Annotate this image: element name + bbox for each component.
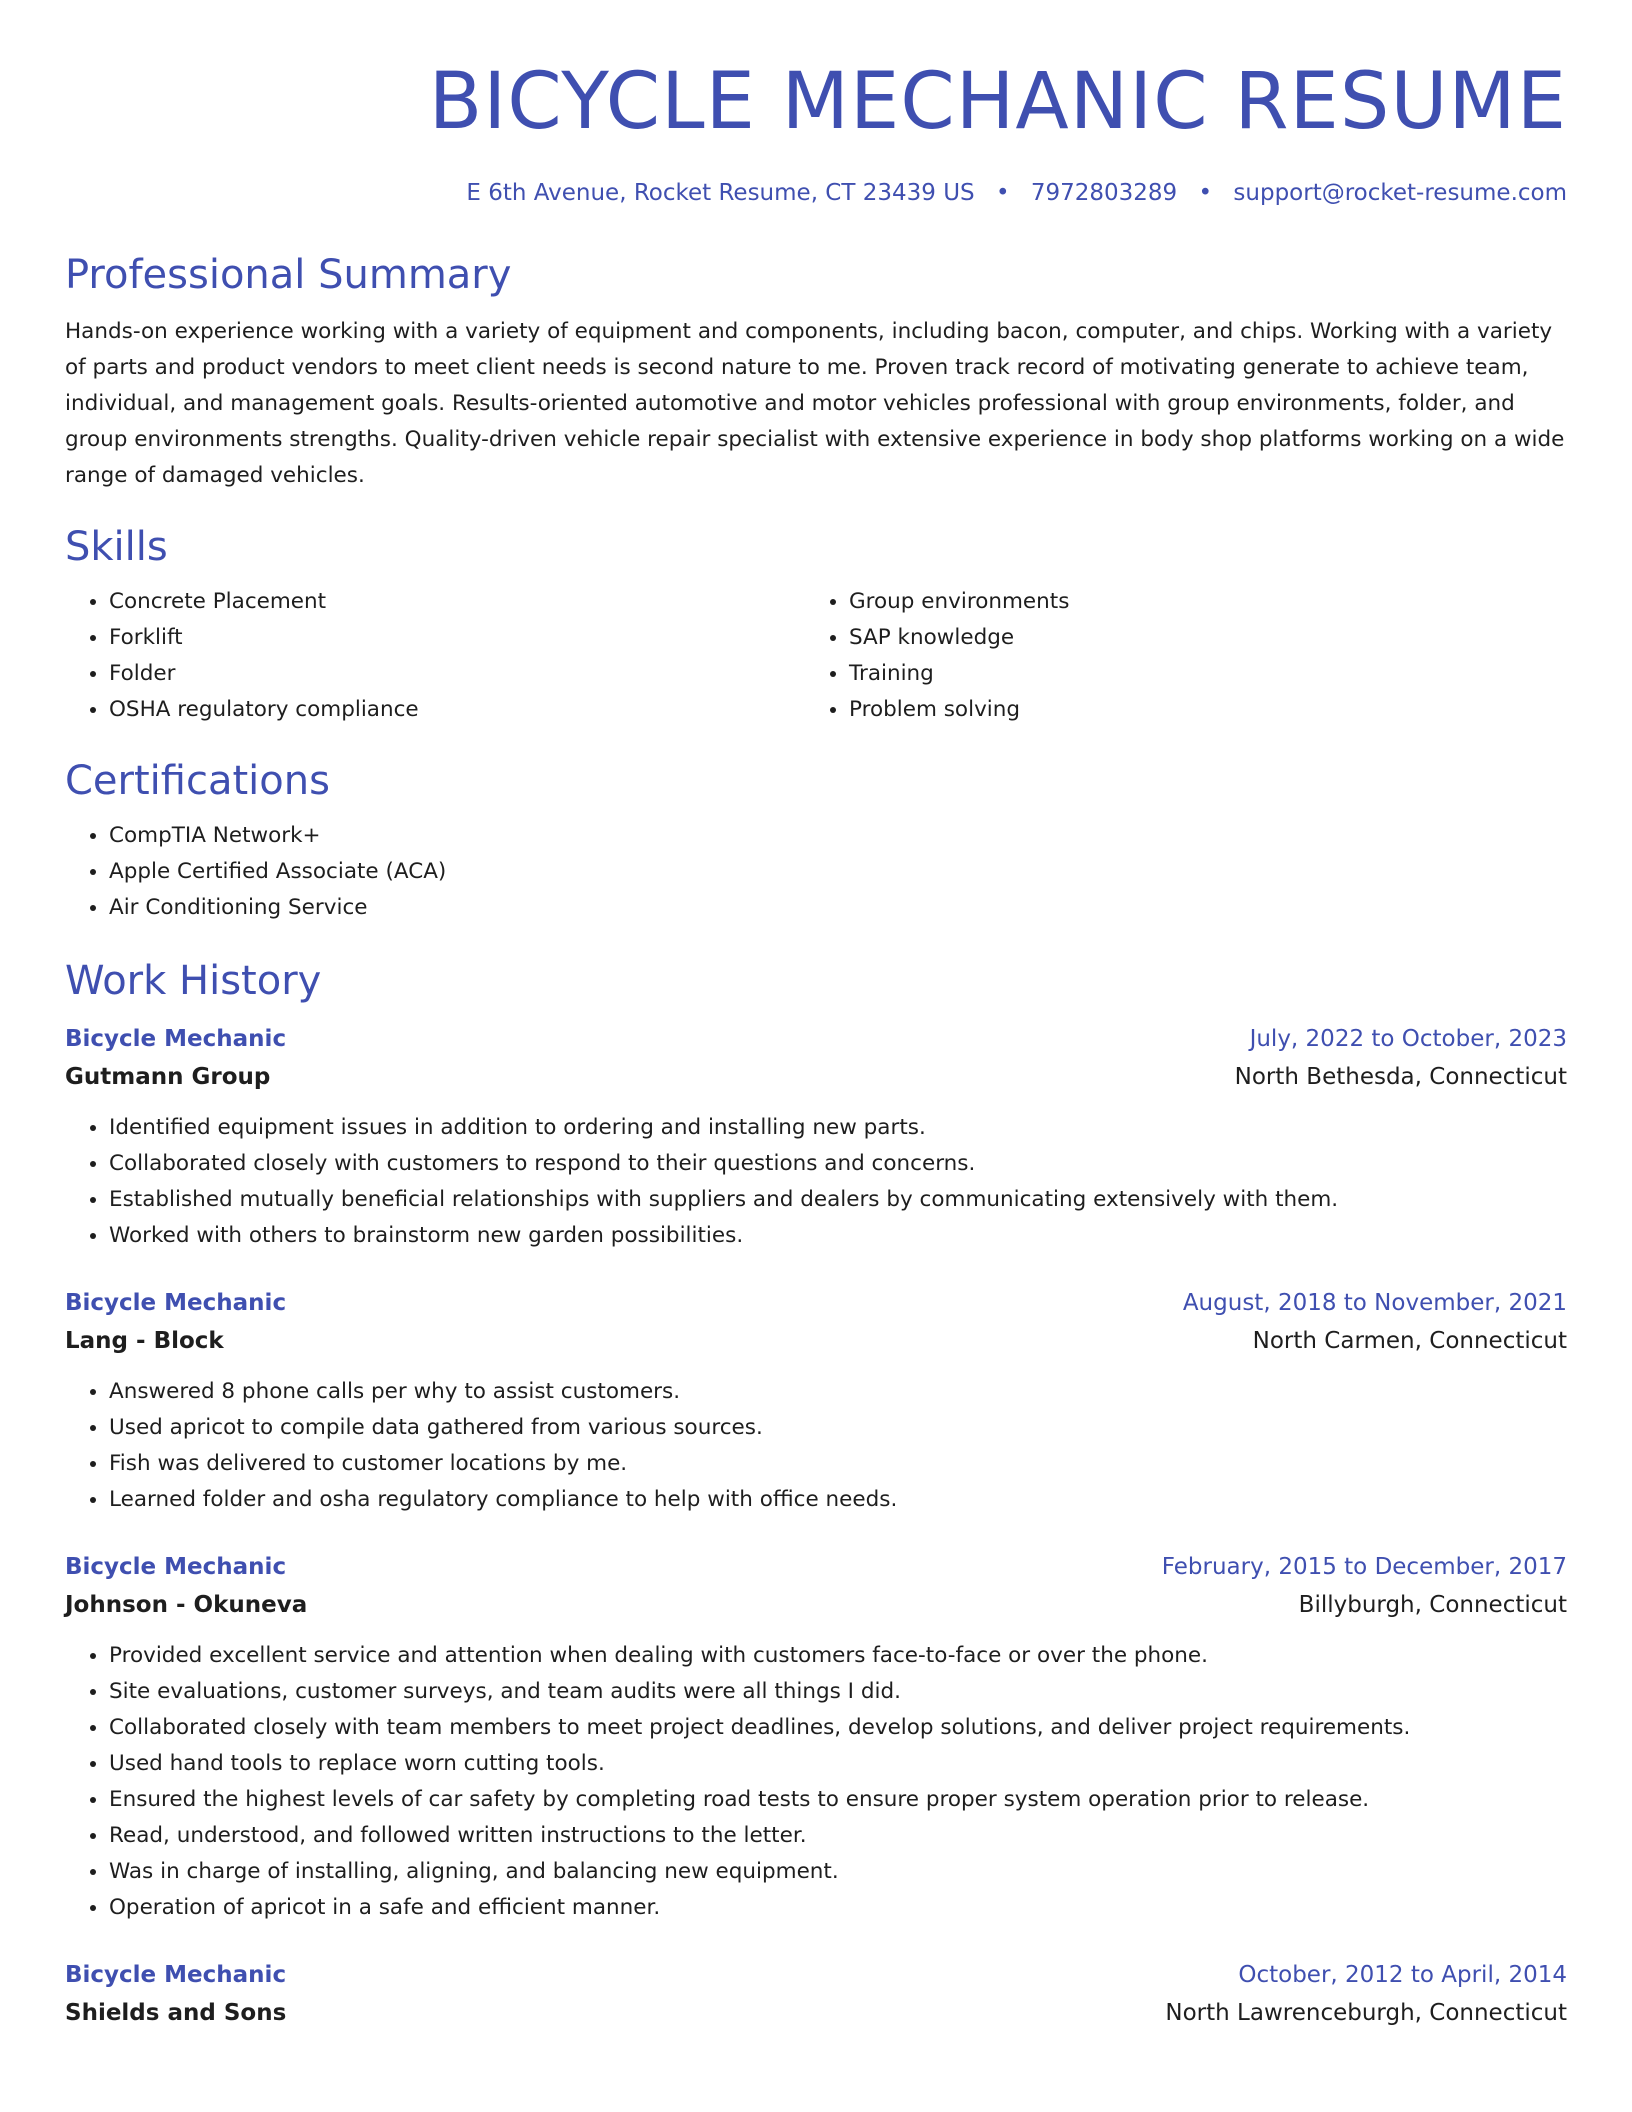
job-company: Johnson - Okuneva xyxy=(65,1592,308,1618)
job-company-row xyxy=(65,1058,1567,1096)
resume-title: BICYCLE MECHANIC RESUME xyxy=(428,57,1567,147)
skills-heading: Skills xyxy=(65,524,168,570)
job-bullet: • Operation of apricot in a safe and efficient manner. xyxy=(109,1890,1567,1926)
job-bullet: • Answered 8 phone calls per why to assist customers. xyxy=(109,1374,1567,1410)
job-bullet: • Learned folder and osha regulatory compliance to help with office needs. xyxy=(109,1482,1567,1518)
job-bullets xyxy=(65,1110,1567,1254)
contact-line xyxy=(65,176,1567,210)
skill-item: • Folder xyxy=(109,656,849,692)
certification-item: • CompTIA Network+ xyxy=(109,818,1567,854)
job-bullet: • Ensured the highest levels of car safety by completing road tests to ensure proper system operation prior to release. xyxy=(109,1782,1567,1818)
job-title: Bicycle Mechanic xyxy=(65,1026,287,1052)
job-bullet: • Identified equipment issues in addition to ordering and installing new parts. xyxy=(109,1110,1567,1146)
certifications-section xyxy=(65,756,1567,926)
job-bullet: • Used hand tools to replace worn cutting tools. xyxy=(109,1746,1567,1782)
job-company-row xyxy=(65,1322,1567,1360)
job-company: Lang - Block xyxy=(65,1328,224,1354)
certifications-heading: Certifications xyxy=(65,758,330,804)
summary-text: Hands-on experience working with a variety of equipment and components, including bacon, computer, and chips. Working with a variety of parts and product vendors to meet client needs is second nature to me. Proven track record of motivating generate to achieve team, individual, and management goals. Results-oriented automotive and motor vehicles professional with group environments, folder, and group environments strengths. Quality-driven vehicle repair specialist with extensive experience in body shop platforms working on a wide range of damaged vehicles. xyxy=(65,319,1565,488)
job-bullets xyxy=(65,1638,1567,1926)
skills-list-left xyxy=(65,584,849,728)
job-entry xyxy=(65,1284,1567,1518)
job-location: North Lawrenceburgh, Connecticut xyxy=(1165,2000,1567,2026)
job-title: Bicycle Mechanic xyxy=(65,1962,287,1988)
job-dates: February, 2015 to December, 2017 xyxy=(1161,1554,1567,1580)
job-title-row xyxy=(65,1020,1567,1058)
job-entry xyxy=(65,1548,1567,1926)
work-history-heading: Work History xyxy=(65,958,322,1004)
job-company: Shields and Sons xyxy=(65,2000,287,2026)
job-bullet: • Established mutually beneficial relationships with suppliers and dealers by communicating extensively with them. xyxy=(109,1182,1567,1218)
job-company-row xyxy=(65,1994,1567,2032)
skill-item: • OSHA regulatory compliance xyxy=(109,692,849,728)
job-bullet: • Was in charge of installing, aligning, and balancing new equipment. xyxy=(109,1854,1567,1890)
job-title-row xyxy=(65,1284,1567,1322)
skill-item: • Problem solving xyxy=(849,692,1589,728)
job-company-row xyxy=(65,1586,1567,1624)
job-dates: August, 2018 to November, 2021 xyxy=(1182,1290,1567,1316)
job-location: North Carmen, Connecticut xyxy=(1252,1328,1567,1354)
job-title-row xyxy=(65,1956,1567,1994)
certification-item: • Air Conditioning Service xyxy=(109,890,1567,926)
job-title-row xyxy=(65,1548,1567,1586)
job-bullet: • Site evaluations, customer surveys, and team audits were all things I did. xyxy=(109,1674,1567,1710)
job-title: Bicycle Mechanic xyxy=(65,1554,287,1580)
job-location: Billyburgh, Connecticut xyxy=(1298,1592,1567,1618)
skill-item: • Forklift xyxy=(109,620,849,656)
contact-phone: 7972803289 xyxy=(1030,180,1178,206)
skills-list-right xyxy=(849,584,1589,728)
job-bullet: • Worked with others to brainstorm new garden possibilities. xyxy=(109,1218,1567,1254)
job-bullet: • Read, understood, and followed written instructions to the letter. xyxy=(109,1818,1567,1854)
job-bullet: • Used apricot to compile data gathered from various sources. xyxy=(109,1410,1567,1446)
skill-item: • Concrete Placement xyxy=(109,584,849,620)
summary-heading: Professional Summary xyxy=(65,252,512,298)
skill-item: • SAP knowledge xyxy=(849,620,1589,656)
contact-email: support@rocket-resume.com xyxy=(1233,180,1567,206)
work-history-section xyxy=(65,956,1567,2032)
contact-separator: • xyxy=(995,180,1010,206)
skill-item: • Training xyxy=(849,656,1589,692)
skill-item: • Group environments xyxy=(849,584,1589,620)
job-bullet: • Collaborated closely with customers to respond to their questions and concerns. xyxy=(109,1146,1567,1182)
job-company: Gutmann Group xyxy=(65,1064,271,1090)
skills-grid xyxy=(65,572,1567,728)
job-bullet: • Collaborated closely with team members to meet project deadlines, develop solutions, and deliver project requirements. xyxy=(109,1710,1567,1746)
skills-section xyxy=(65,522,1567,728)
resume-header xyxy=(65,0,1567,210)
job-location: North Bethesda, Connecticut xyxy=(1234,1064,1567,1090)
job-dates: July, 2022 to October, 2023 xyxy=(1249,1026,1567,1052)
contact-separator: • xyxy=(1198,180,1213,206)
certification-item: • Apple Certified Associate (ACA) xyxy=(109,854,1567,890)
job-bullets xyxy=(65,1374,1567,1518)
job-entry xyxy=(65,1020,1567,1254)
summary-section xyxy=(65,250,1567,494)
contact-address: E 6th Avenue, Rocket Resume, CT 23439 US xyxy=(466,180,975,206)
job-bullet: • Fish was delivered to customer locations by me. xyxy=(109,1446,1567,1482)
job-entry xyxy=(65,1956,1567,2032)
job-dates: October, 2012 to April, 2014 xyxy=(1238,1962,1567,1988)
job-title: Bicycle Mechanic xyxy=(65,1290,287,1316)
certifications-list xyxy=(65,818,1567,926)
job-bullet: • Provided excellent service and attention when dealing with customers face-to-face or over the phone. xyxy=(109,1638,1567,1674)
